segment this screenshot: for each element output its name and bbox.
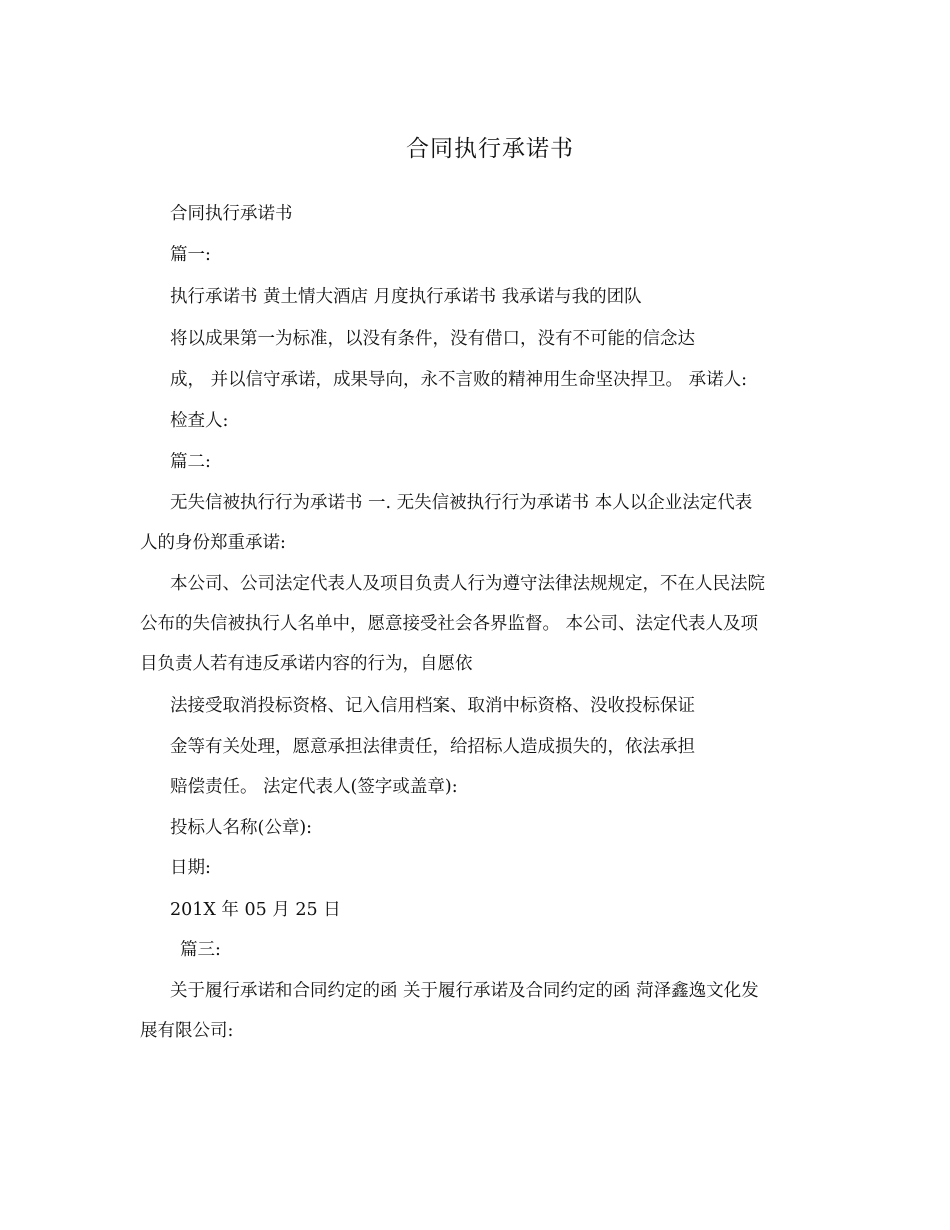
- paragraph-line: 执行承诺书 黄土情大酒店 月度执行承诺书 我承诺与我的团队: [170, 287, 642, 307]
- paragraph-line: 展有限公司:: [140, 1021, 234, 1041]
- paragraph-line: 公布的失信被执行人名单中，愿意接受社会各界监督。 本公司、法定代表人及项: [140, 614, 759, 634]
- paragraph-line: 人的身份郑重承诺:: [140, 533, 286, 553]
- paragraph-line: 关于履行承诺和合同约定的函 关于履行承诺及合同约定的函 菏泽鑫逸文化发: [170, 981, 759, 1001]
- paragraph-line: 本公司、公司法定代表人及项目负责人行为遵守法律法规规定，不在人民法院: [170, 574, 765, 594]
- section-heading-1: 篇一:: [170, 245, 211, 265]
- section-heading-2: 篇二:: [170, 452, 211, 472]
- document-title: 合同执行承诺书: [406, 136, 574, 162]
- paragraph-line: 投标人名称(公章):: [170, 818, 313, 838]
- paragraph-line: 成， 并以信守承诺，成果导向，永不言败的精神用生命坚决捍卫。 承诺人:: [170, 370, 748, 390]
- paragraph-line: 将以成果第一为标准，以没有条件，没有借口，没有不可能的信念达: [170, 329, 695, 349]
- subtitle: 合同执行承诺书: [170, 204, 293, 224]
- date-line: 201X 年 05 月 25 日: [170, 900, 341, 920]
- paragraph-line: 检查人:: [170, 411, 229, 431]
- paragraph-line: 目负责人若有违反承诺内容的行为，自愿依: [140, 654, 473, 674]
- paragraph-line: 法接受取消投标资格、记入信用档案、取消中标资格、没收投标保证: [170, 696, 695, 716]
- paragraph-line: 赔偿责任。 法定代表人(签字或盖章):: [170, 777, 458, 797]
- paragraph-line: 无失信被执行行为承诺书 一. 无失信被执行行为承诺书 本人以企业法定代表: [170, 493, 753, 513]
- paragraph-line: 金等有关处理，愿意承担法律责任，给招标人造成损失的，依法承担: [170, 737, 695, 757]
- section-heading-3: 篇三:: [180, 940, 221, 960]
- paragraph-line: 日期:: [170, 858, 211, 878]
